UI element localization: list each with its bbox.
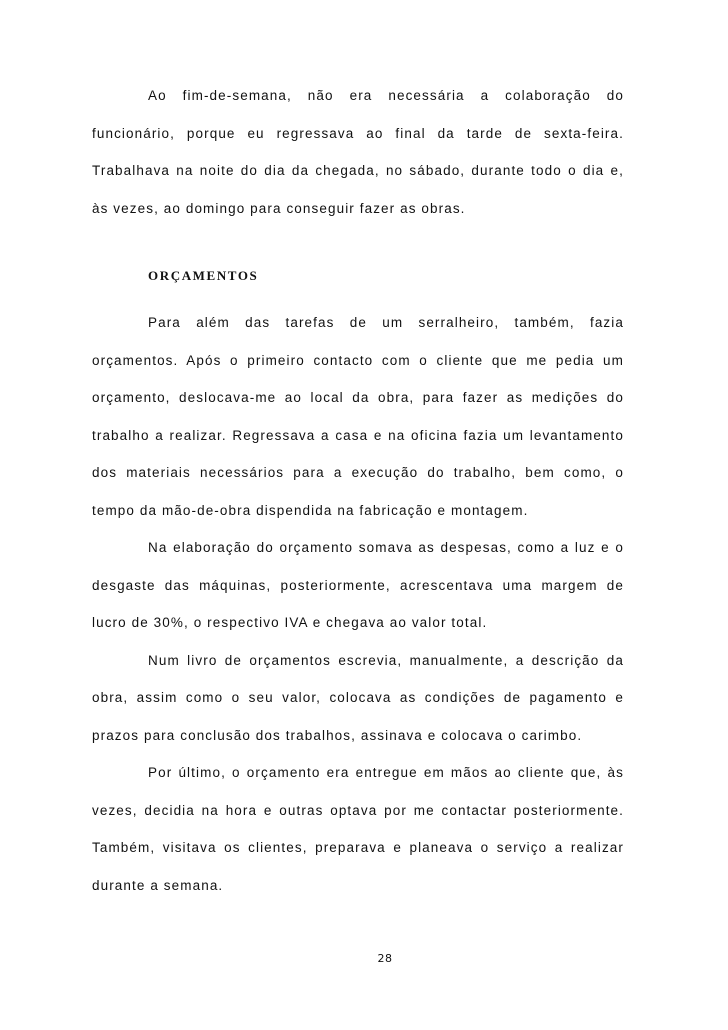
page-number: 28 xyxy=(377,952,393,965)
paragraph-elaboration: Na elaboração do orçamento somava as despesas, como a luz e o desgaste das máquinas, posteriormente, acrescentava uma margem de lucro de 30%, o respectivo IVA e chegava ao valor total. xyxy=(92,540,624,630)
paragraph-delivery: Por último, o orçamento era entregue em mãos ao cliente que, às vezes, decidia na hora e outras optava por me contactar posteriormente. Também, visitava os clientes, preparava e planeava o serviço a realizar durante a semana. xyxy=(92,765,624,893)
paragraph-weekend: Ao fim-de-semana, não era necessária a colaboração do funcionário, porque eu regressava ao final da tarde de sexta-feira. Trabalhava na noite do dia da chegada, no sábado, durante todo o dia e, às vezes, ao domingo para conseguir fazer as obras. xyxy=(92,88,624,216)
paragraph-budget-book: Num livro de orçamentos escrevia, manualmente, a descrição da obra, assim como o seu valor, colocava as condições de pagamento e prazos para conclusão dos trabalhos, assinava e colocava o carimbo. xyxy=(92,652,624,743)
paragraph-tasks: Para além das tarefas de um serralheiro, também, fazia orçamentos. Após o primeiro contacto com o cliente que me pedia um orçamento, deslocava-me ao local da obra, para fazer as medições do trabalho a realizar. Regressava a casa e na oficina fazia um levantamento dos materiais necessários para a execução do trabalho, bem como, o tempo da mão-de-obra dispendida na fabricação e montagem. xyxy=(92,315,624,518)
document-body xyxy=(92,77,624,904)
section-heading-orcamentos: ORÇAMENTOS xyxy=(148,268,259,283)
section-spacer xyxy=(92,227,624,239)
